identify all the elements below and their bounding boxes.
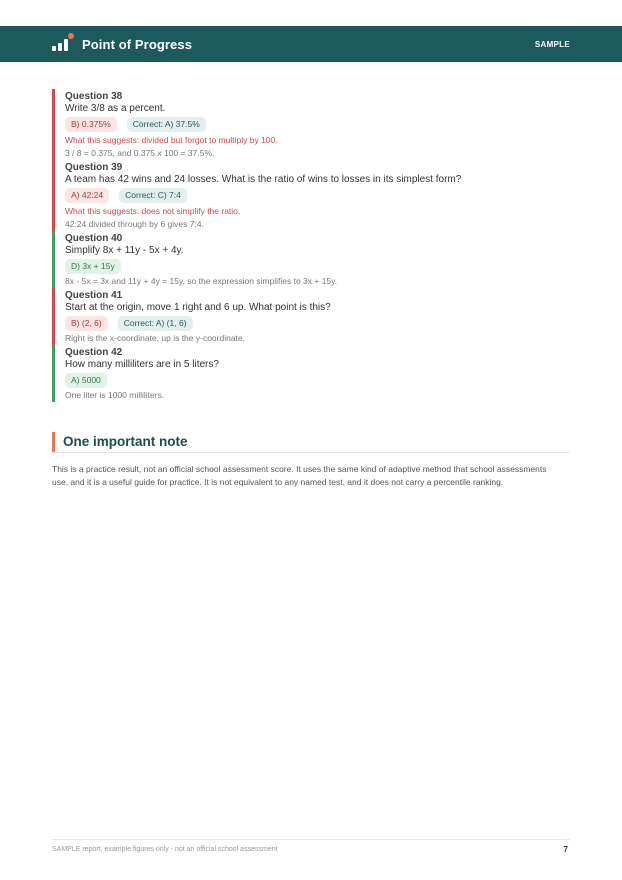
student-answer-chip: B) 0.375%	[65, 117, 117, 132]
question-text: Write 3/8 as a percent.	[65, 103, 166, 114]
note-paragraph: This is a practice result, not an official school assessment score. It uses the same kind of adaptive method that school assessments use, and it is a useful guide for practice. It is not equivalent to any named test, and it does not carry a percentile ranking.	[52, 464, 547, 487]
question-title: Question 39	[65, 162, 123, 173]
correct-answer-chip: Correct: A) (1, 6)	[118, 316, 193, 331]
student-answer-chip: A) 5000	[65, 373, 107, 388]
explanation-text: Right is the x-coordinate, up is the y-coordinate.	[65, 333, 246, 343]
question-list	[52, 89, 570, 402]
question-40	[52, 231, 570, 288]
student-answer-chip: A) 42:24	[65, 188, 109, 203]
question-text: How many milliliters are in 5 liters?	[65, 359, 219, 370]
question-42	[52, 345, 570, 402]
student-answer-chip: D) 3x + 15y	[65, 259, 121, 274]
brand-name: Point of Progress	[82, 36, 193, 52]
answer-chips	[65, 116, 570, 133]
question-39	[52, 160, 570, 231]
bar-chart-logo-icon	[52, 35, 74, 53]
student-answer-chip: B) (2, 6)	[65, 316, 108, 331]
correct-answer-chip: Correct: A) 37.5%	[127, 117, 206, 132]
sample-tag: SAMPLE	[534, 39, 570, 49]
explanation-text: 3 / 8 = 0.375, and 0.375 x 100 = 37.5%.	[65, 148, 215, 158]
question-41	[52, 288, 570, 345]
divider	[52, 452, 570, 453]
question-title: Question 40	[65, 233, 123, 244]
answer-chips	[65, 258, 570, 275]
explanation-text: 8x - 5x = 3x and 11y + 4y = 15y, so the expression simplifies to 3x + 15y.	[65, 276, 338, 286]
question-text: Start at the origin, move 1 right and 6 up. What point is this?	[65, 302, 331, 313]
question-38	[52, 89, 570, 160]
question-text: Simplify 8x + 11y - 5x + 4y.	[65, 245, 184, 256]
page-number: 7	[563, 845, 568, 854]
explanation-text: 42:24 divided through by 6 gives 7:4.	[65, 219, 204, 229]
page-header	[0, 26, 622, 62]
suggestion-text: What this suggests: does not simplify the ratio.	[65, 206, 241, 216]
answer-chips	[65, 315, 570, 332]
question-title: Question 41	[65, 290, 123, 301]
question-text: A team has 42 wins and 24 losses. What is the ratio of wins to losses in its simplest form?	[65, 174, 462, 185]
section-heading: One important note	[52, 432, 570, 452]
brand	[52, 35, 192, 53]
question-title: Question 42	[65, 347, 123, 358]
answer-chips	[65, 372, 570, 389]
footer-text: SAMPLE report, example figures only - not an official school assessment	[52, 846, 278, 853]
footer-divider	[52, 839, 570, 840]
question-title: Question 38	[65, 91, 123, 102]
suggestion-text: What this suggests: divided but forgot to multiply by 100.	[65, 135, 278, 145]
explanation-text: One liter is 1000 milliliters.	[65, 390, 165, 400]
correct-answer-chip: Correct: C) 7:4	[119, 188, 187, 203]
answer-chips	[65, 187, 570, 204]
